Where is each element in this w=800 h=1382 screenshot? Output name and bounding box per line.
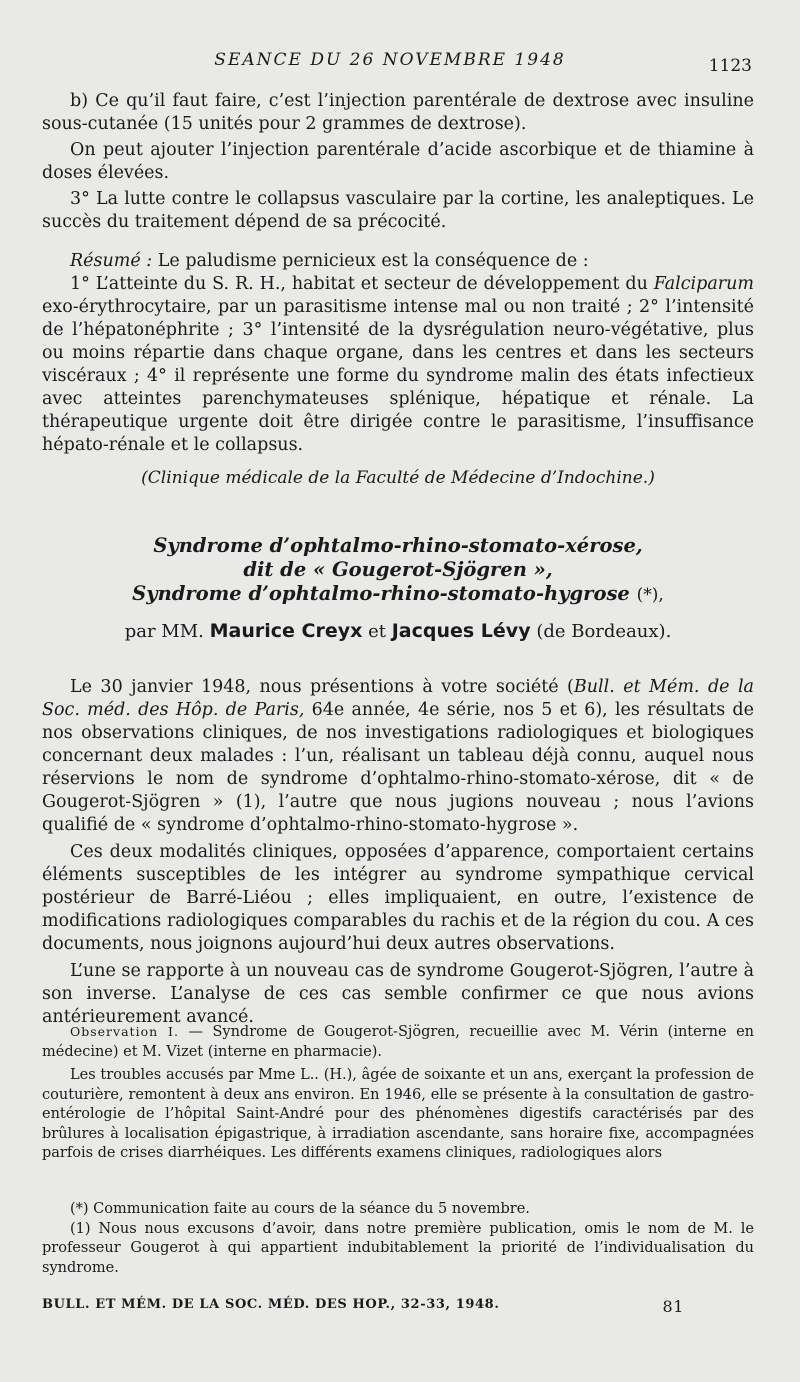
observation-section [42,1022,754,1164]
intro-section [42,90,754,234]
body-paragraph: L’une se rapporte à un nouveau cas de syndrome Gougerot-Sjögren, l’autre à son inverse. L’analyse de ces cas semble confirmer ce que nous avions antérieurement avancé. [42,961,754,1027]
intro-paragraph: On peut ajouter l’injection parentérale d’acide ascorbique et de thiamine à doses élevées. [42,140,754,183]
authors-line: par MM. Maurice Creyx et Jacques Lévy (de Bordeaux). [124,620,672,642]
journal-citation: BULL. ET MÉM. DE LA SOC. MÉD. DES HOP., 32-33, 1948. [42,1297,500,1312]
resume-label: Résumé : [70,251,153,271]
author-name: Jacques Lévy [391,620,531,642]
footnote: (*) Communication faite au cours de la séance du 5 novembre. [70,1201,530,1217]
observation-paragraph: Les troubles accusés par Mme L.. (H.), âgée de soixante et un ans, exerçant la profession de couturière, remontent à deux ans environ. En 1946, elle se présente à la consultation de gastro-entérologie de l’hôpital Saint-André pour des phénomènes digestifs caractérisés par des brûlures à localisation épigastrique, à irradiation ascendante, sans horaire fixe, accompagnées parfois de crises diarrhéiques. Les différents examens cliniques, radiologiques alors [42,1067,754,1161]
page-number: 1123 [708,56,752,76]
title-footnote-marker: (*), [636,585,664,605]
intro-paragraph: b) Ce qu’il faut faire, c’est l’injection parentérale de dextrose avec insuline sous-cutanée (15 unités pour 2 grammes de dextrose). [42,91,754,134]
article-body [42,676,754,1029]
article-title: Syndrome d’ophtalmo-rhino-stomato-xérose, dit de « Gougerot-Sjögren », Syndrome d’ophtalmo-rhino-stomato-hygrose (*), [132,534,664,605]
author-name: Maurice Creyx [209,620,363,642]
affiliation: (Clinique médicale de la Faculté de Médecine d’Indochine.) [141,468,655,488]
resume-section [42,250,754,457]
body-paragraph: Ces deux modalités cliniques, opposées d’apparence, comportaient certains éléments susceptibles de les intégrer au syndrome sympathique cervical postérieur de Barré-Liéou ; elles impliquaient, en outre, l’existence de modifications radiologiques comparables du rachis et de la région du cou. A ces documents, nous joignons aujourd’hui deux autres observations. [42,842,754,954]
observation-label: Observation I. [70,1024,179,1039]
bibliographic-reference: Bull. et Mém. de la Soc. méd. des Hôp. de Paris, [42,677,754,720]
footnotes [42,1200,754,1278]
signature-number: 81 [662,1297,684,1316]
page-footer [42,1297,754,1316]
footnote: (1) Nous nous excusons d’avoir, dans notre première publication, omis le nom de M. le professeur Gougerot à qui appartient indubitablement la priorité de l’individualisation du syndrome. [42,1220,754,1276]
resume-lead: Résumé : Le paludisme pernicieux est la conséquence de : [70,251,589,271]
page-header [0,50,800,78]
resume-body: 1° L’atteinte du S. R. H., habitat et secteur de développement du Falciparum exo-érythrocytaire, par un parasitisme intense mal ou non traité ; 2° l’intensité de l’hépatonéphrite ; 3° l’intensité de la dysrégulation neuro-végétative, plus ou moins répartie dans chaque organe, dans les centres et dans les secteurs viscéraux ; 4° il représente une forme du syndrome malin des états infectieux avec atteintes parenchymateuses splénique, hépatique et rénale. La thérapeutique urgente doit être dirigée contre le parasitisme, l’insuffisance hépato-rénale et le collapsus. [42,274,754,455]
observation-heading: Observation I. — Syndrome de Gougerot-Sjögren, recueillie avec M. Vérin (interne en médecine) et M. Vizet (interne en pharmacie). [42,1024,754,1060]
running-title: SEANCE DU 26 NOVEMBRE 1948 [214,50,566,70]
intro-paragraph: 3° La lutte contre le collapsus vasculaire par la cortine, les analeptiques. Le succès du traitement dépend de sa précocité. [42,189,754,232]
body-paragraph: Le 30 janvier 1948, nous présentions à votre société (Bull. et Mém. de la Soc. méd. des Hôp. de Paris, 64e année, 4e série, nos 5 et 6), les résultats de nos observations cliniques, de nos investigations radiologiques et biologiques concernant deux malades : l’un, réalisant un tableau déjà connu, auquel nous réservions le nom de syndrome d’ophtalmo-rhino-stomato-xérose, dit « de Gougerot-Sjögren » (1), l’autre que nous jugions nouveau ; nous l’avions qualifié de « syndrome d’ophtalmo-rhino-stomato-hygrose ». [42,677,754,835]
